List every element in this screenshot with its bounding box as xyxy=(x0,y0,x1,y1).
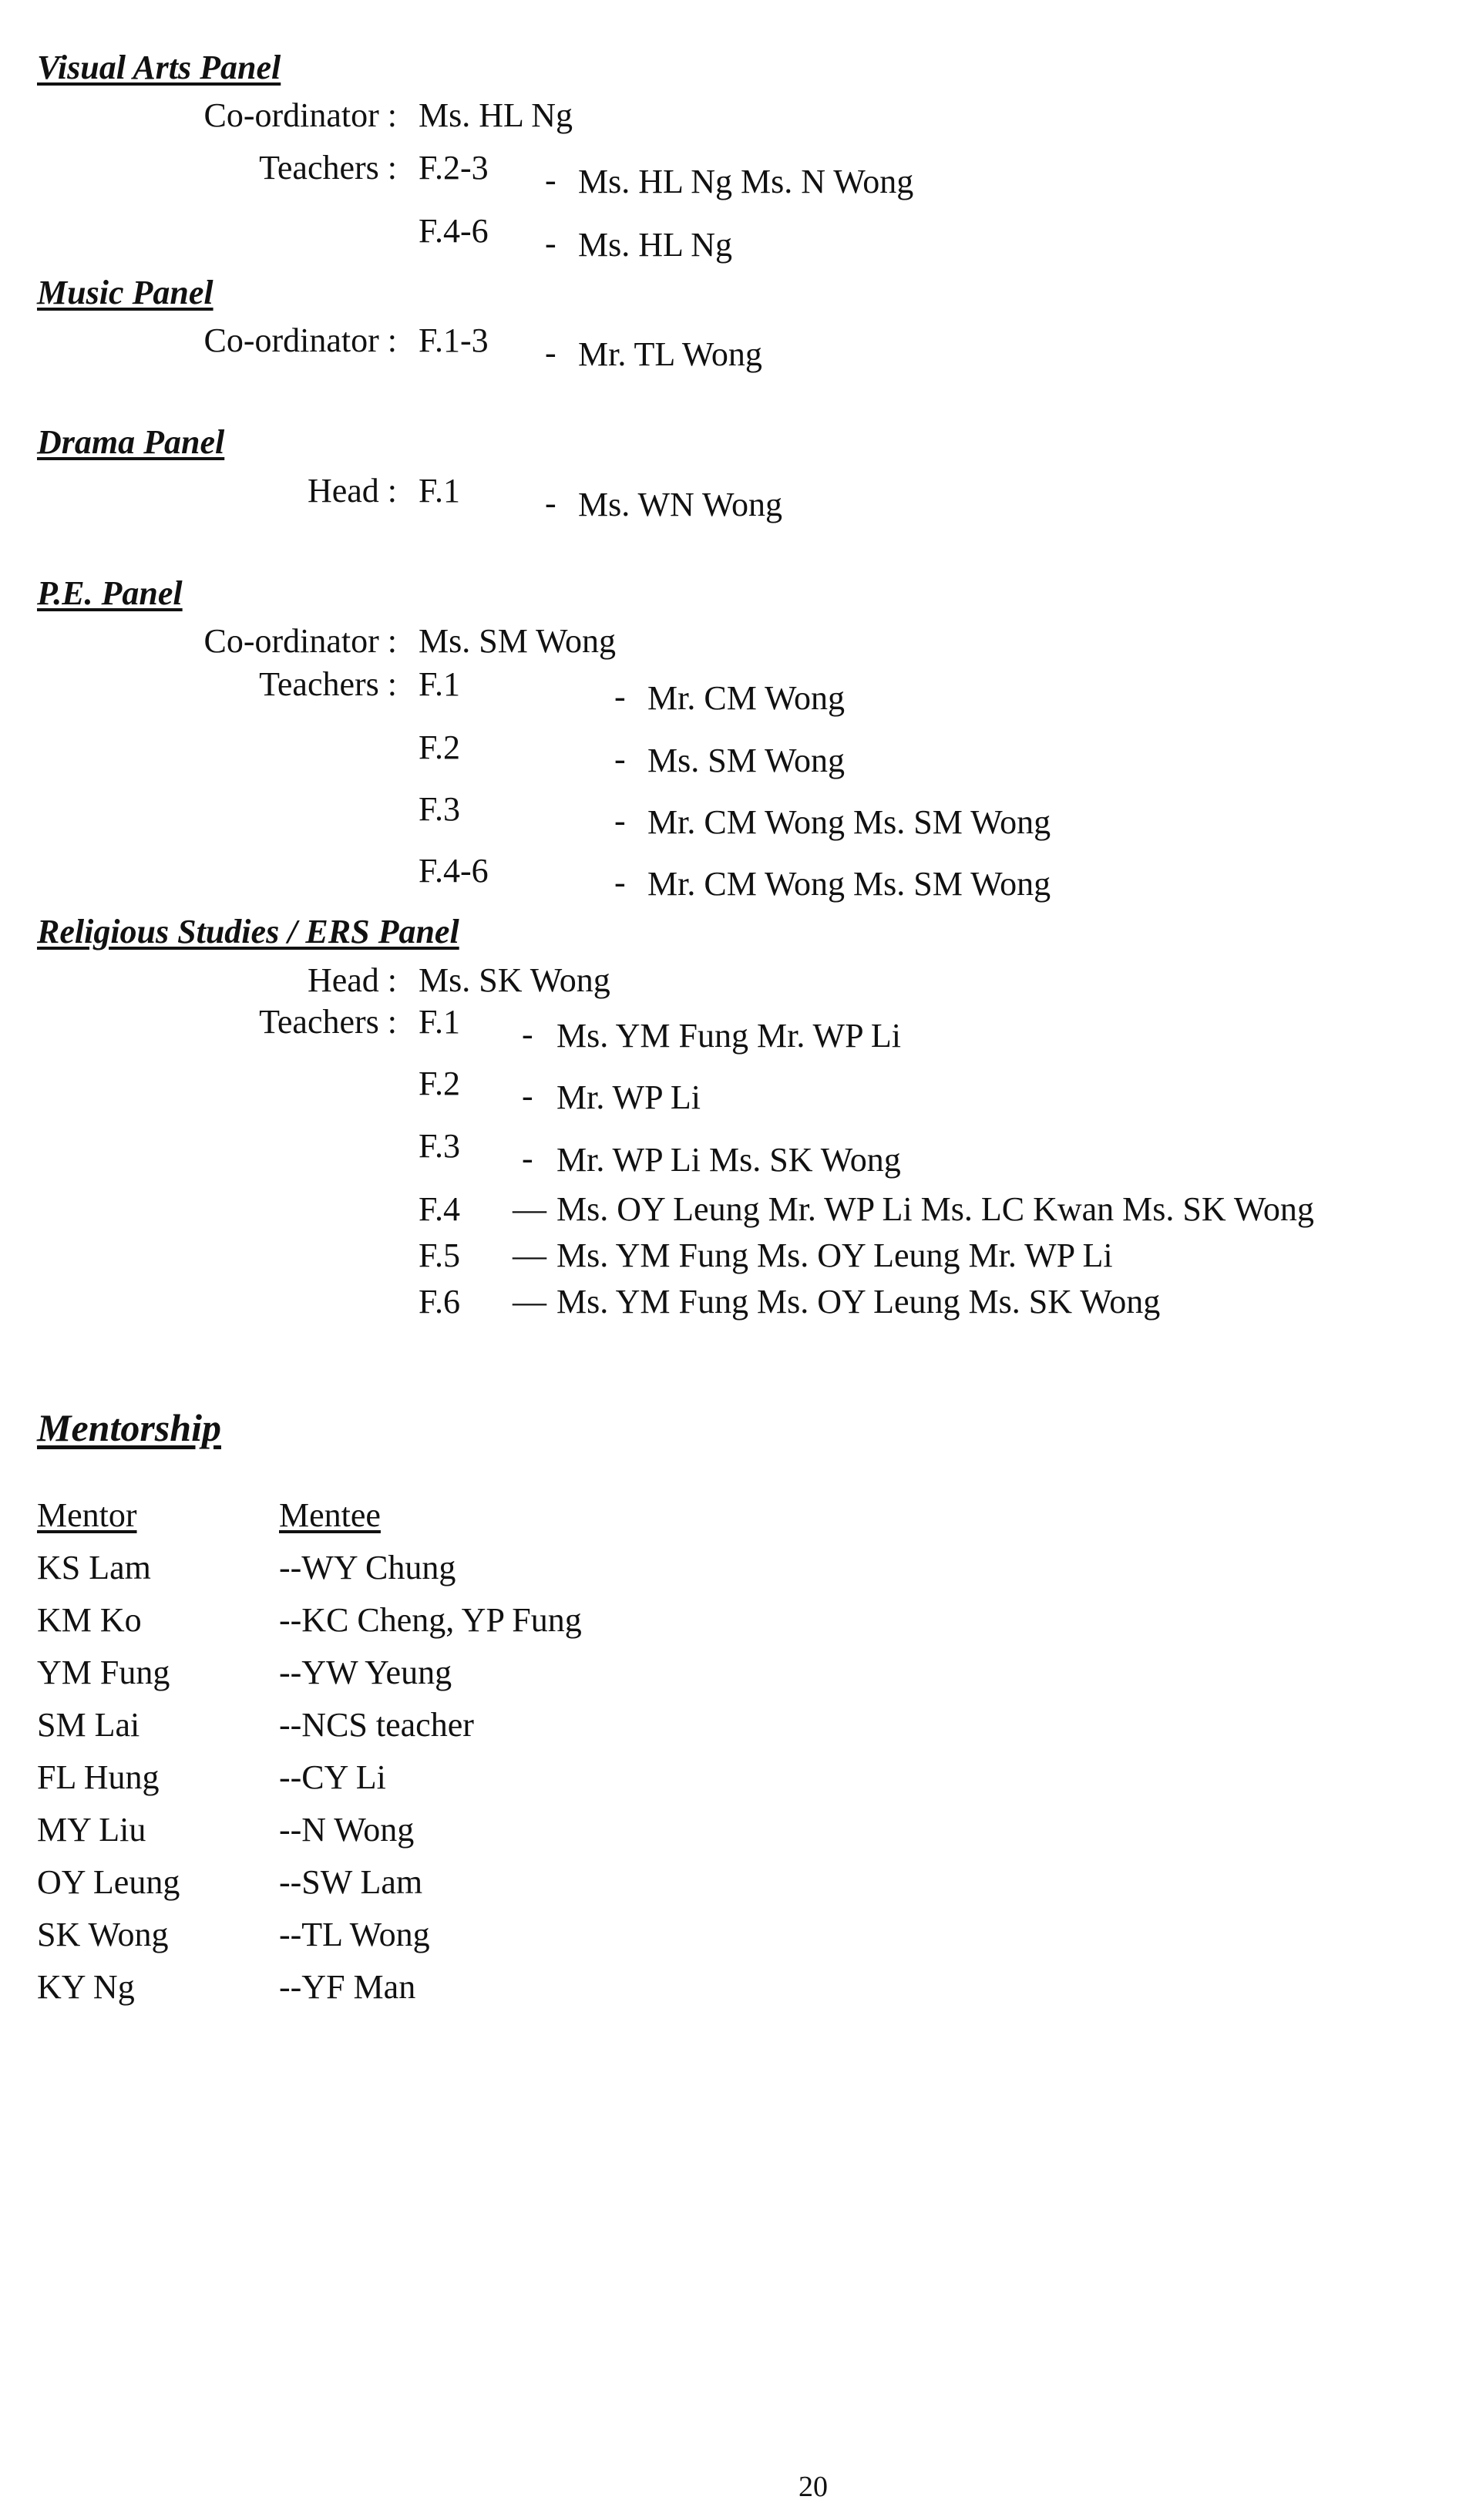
religious-dash: - xyxy=(522,1015,533,1053)
visual-arts-teachers: Ms. HL Ng xyxy=(578,226,733,264)
religious-dash: — xyxy=(513,1190,546,1228)
visual-arts-teachers-label: Teachers : xyxy=(259,149,397,187)
visual-arts-teachers: Ms. HL Ng Ms. N Wong xyxy=(578,163,914,200)
religious-teachers: Ms. YM Fung Ms. OY Leung Mr. WP Li xyxy=(556,1236,1113,1274)
pe-dash: - xyxy=(614,678,626,715)
religious-dash: - xyxy=(522,1077,533,1115)
mentor-name: SM Lai xyxy=(37,1706,140,1744)
religious-teachers: Mr. WP Li Ms. SK Wong xyxy=(556,1141,901,1179)
mentee-name: --N Wong xyxy=(279,1811,415,1849)
religious-form: F.6 xyxy=(419,1283,460,1321)
pe-coordinator-label: Co-ordinator : xyxy=(203,622,397,660)
religious-teachers: Ms. YM Fung Ms. OY Leung Ms. SK Wong xyxy=(556,1283,1161,1321)
visual-arts-form: F.4-6 xyxy=(419,212,489,250)
religious-heading: Religious Studies / ERS Panel xyxy=(37,913,459,950)
mentee-name: --TL Wong xyxy=(279,1916,430,1953)
visual-arts-coordinator-name: Ms. HL Ng xyxy=(419,96,573,134)
pe-form: F.2 xyxy=(419,728,460,766)
pe-coordinator-name: Ms. SM Wong xyxy=(419,622,617,660)
visual-arts-heading: Visual Arts Panel xyxy=(37,49,281,86)
religious-teachers-label: Teachers : xyxy=(259,1003,397,1041)
visual-arts-dash: - xyxy=(545,161,556,199)
visual-arts-dash: - xyxy=(545,224,556,262)
music-heading: Music Panel xyxy=(37,274,213,311)
pe-teachers: Ms. SM Wong xyxy=(647,742,846,779)
religious-form: F.1 xyxy=(419,1003,460,1041)
drama-head-label: Head : xyxy=(307,472,397,510)
mentor-column-header: Mentor xyxy=(37,1496,137,1534)
visual-arts-coordinator-label: Co-ordinator : xyxy=(203,96,397,134)
mentor-name: FL Hung xyxy=(37,1758,160,1796)
mentorship-heading: Mentorship xyxy=(37,1406,221,1449)
mentee-name: --CY Li xyxy=(279,1758,386,1796)
mentee-name: --NCS teacher xyxy=(279,1706,474,1744)
religious-teachers: Ms. OY Leung Mr. WP Li Ms. LC Kwan Ms. SK Wong xyxy=(556,1190,1314,1228)
religious-head-name: Ms. SK Wong xyxy=(419,961,610,999)
pe-teachers: Mr. CM Wong Ms. SM Wong xyxy=(647,865,1051,903)
pe-form: F.3 xyxy=(419,790,460,828)
mentee-name: --YW Yeung xyxy=(279,1654,452,1691)
religious-dash: - xyxy=(522,1139,533,1177)
mentee-name: --WY Chung xyxy=(279,1549,456,1586)
religious-head-label: Head : xyxy=(307,961,397,999)
religious-form: F.2 xyxy=(419,1065,460,1102)
music-form: F.1-3 xyxy=(419,321,489,359)
religious-form: F.5 xyxy=(419,1236,460,1274)
pe-form: F.1 xyxy=(419,665,460,703)
music-coordinator-name: Mr. TL Wong xyxy=(578,335,762,373)
pe-form: F.4-6 xyxy=(419,852,489,890)
religious-teachers: Mr. WP Li xyxy=(556,1078,701,1116)
pe-teachers: Mr. CM Wong xyxy=(647,679,846,717)
mentor-name: SK Wong xyxy=(37,1916,169,1953)
pe-dash: - xyxy=(614,740,626,778)
music-coordinator-label: Co-ordinator : xyxy=(203,321,397,359)
mentor-name: KY Ng xyxy=(37,1968,135,2006)
mentor-name: MY Liu xyxy=(37,1811,146,1849)
page-number: 20 xyxy=(799,2471,828,2503)
mentee-name: --KC Cheng, YP Fung xyxy=(279,1601,582,1639)
pe-dash: - xyxy=(614,802,626,839)
drama-heading: Drama Panel xyxy=(37,423,225,461)
pe-teachers-label: Teachers : xyxy=(259,665,397,703)
mentor-name: YM Fung xyxy=(37,1654,170,1691)
drama-form: F.1 xyxy=(419,472,460,510)
religious-dash: — xyxy=(513,1236,546,1274)
religious-dash: — xyxy=(513,1283,546,1321)
mentor-name: KS Lam xyxy=(37,1549,151,1586)
religious-form: F.4 xyxy=(419,1190,460,1228)
pe-heading: P.E. Panel xyxy=(37,574,183,612)
mentor-name: KM Ko xyxy=(37,1601,142,1639)
mentee-column-header: Mentee xyxy=(279,1496,381,1534)
mentee-name: --YF Man xyxy=(279,1968,416,2006)
visual-arts-form: F.2-3 xyxy=(419,149,489,187)
religious-teachers: Ms. YM Fung Mr. WP Li xyxy=(556,1017,902,1055)
drama-head-name: Ms. WN Wong xyxy=(578,486,782,523)
mentee-name: --SW Lam xyxy=(279,1863,423,1901)
pe-dash: - xyxy=(614,863,626,901)
pe-teachers: Mr. CM Wong Ms. SM Wong xyxy=(647,803,1051,841)
mentor-name: OY Leung xyxy=(37,1863,180,1901)
music-dash: - xyxy=(545,334,556,372)
drama-dash: - xyxy=(545,484,556,522)
religious-form: F.3 xyxy=(419,1127,460,1165)
